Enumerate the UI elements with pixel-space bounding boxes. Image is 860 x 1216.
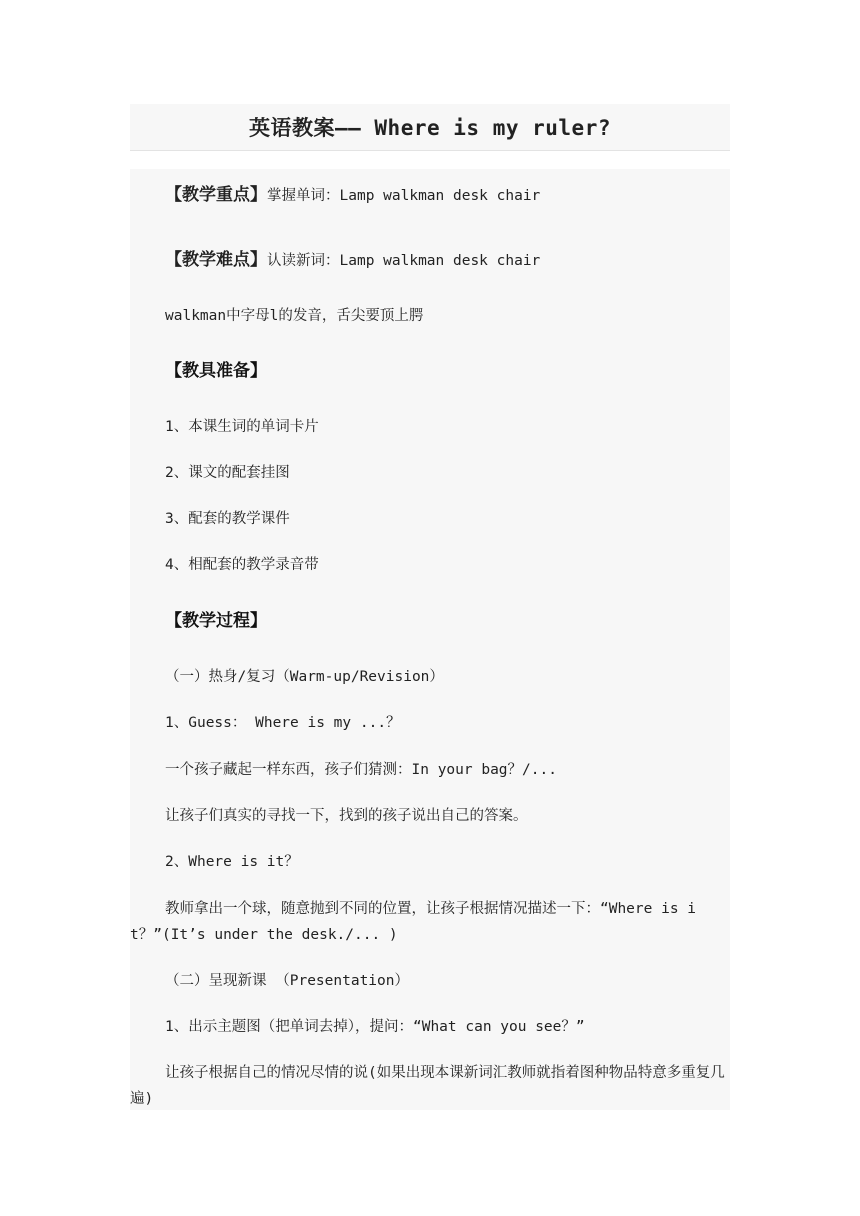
materials-item: 1、本课生词的单词卡片 bbox=[165, 419, 319, 435]
teaching-focus bbox=[165, 182, 730, 209]
teaching-difficulty-text: 认读新词：Lamp walkman desk chair bbox=[267, 253, 541, 269]
process-step: 让孩子根据自己的情况尽情的说(如果出现本课新词汇教师就指着图种物品特意多重复几遍) bbox=[130, 1065, 725, 1107]
process-step: 让孩子们真实的寻找一下，找到的孩子说出自己的答案。 bbox=[165, 808, 528, 824]
teaching-difficulty bbox=[165, 247, 730, 274]
process-step: 2、Where is it？ bbox=[165, 854, 299, 870]
document-body bbox=[130, 169, 730, 1110]
teaching-focus-label: 【教学重点】 bbox=[165, 185, 267, 205]
pronunciation-note: walkman中字母l的发音，舌尖要顶上腭 bbox=[165, 308, 424, 324]
teaching-focus-text: 掌握单词：Lamp walkman desk chair bbox=[267, 188, 541, 204]
process-step: 教师拿出一个球，随意抛到不同的位置，让孩子根据情况描述一下：“Where is it？”(It’s under the desk./... ) bbox=[130, 901, 697, 943]
materials-item: 4、相配套的教学录音带 bbox=[165, 557, 319, 573]
title-bar bbox=[130, 104, 730, 151]
teaching-difficulty-label: 【教学难点】 bbox=[165, 250, 267, 270]
materials-item: 2、课文的配套挂图 bbox=[165, 465, 290, 481]
materials-item: 3、配套的教学课件 bbox=[165, 511, 290, 527]
process-section-warmup: （一）热身/复习（Warm-up/Revision） bbox=[165, 669, 444, 685]
process-heading: 【教学过程】 bbox=[165, 611, 267, 631]
process-section-presentation: （二）呈现新课 （Presentation） bbox=[165, 973, 409, 989]
process-step: 1、出示主题图（把单词去掉），提问：“What can you see？” bbox=[165, 1019, 585, 1035]
document-title: 英语教案—— Where is my ruler? bbox=[248, 116, 611, 140]
materials-heading: 【教具准备】 bbox=[165, 361, 267, 381]
process-step: 一个孩子藏起一样东西，孩子们猜测：In your bag？/... bbox=[165, 762, 557, 778]
process-step: 1、Guess： Where is my ...？ bbox=[165, 715, 401, 731]
